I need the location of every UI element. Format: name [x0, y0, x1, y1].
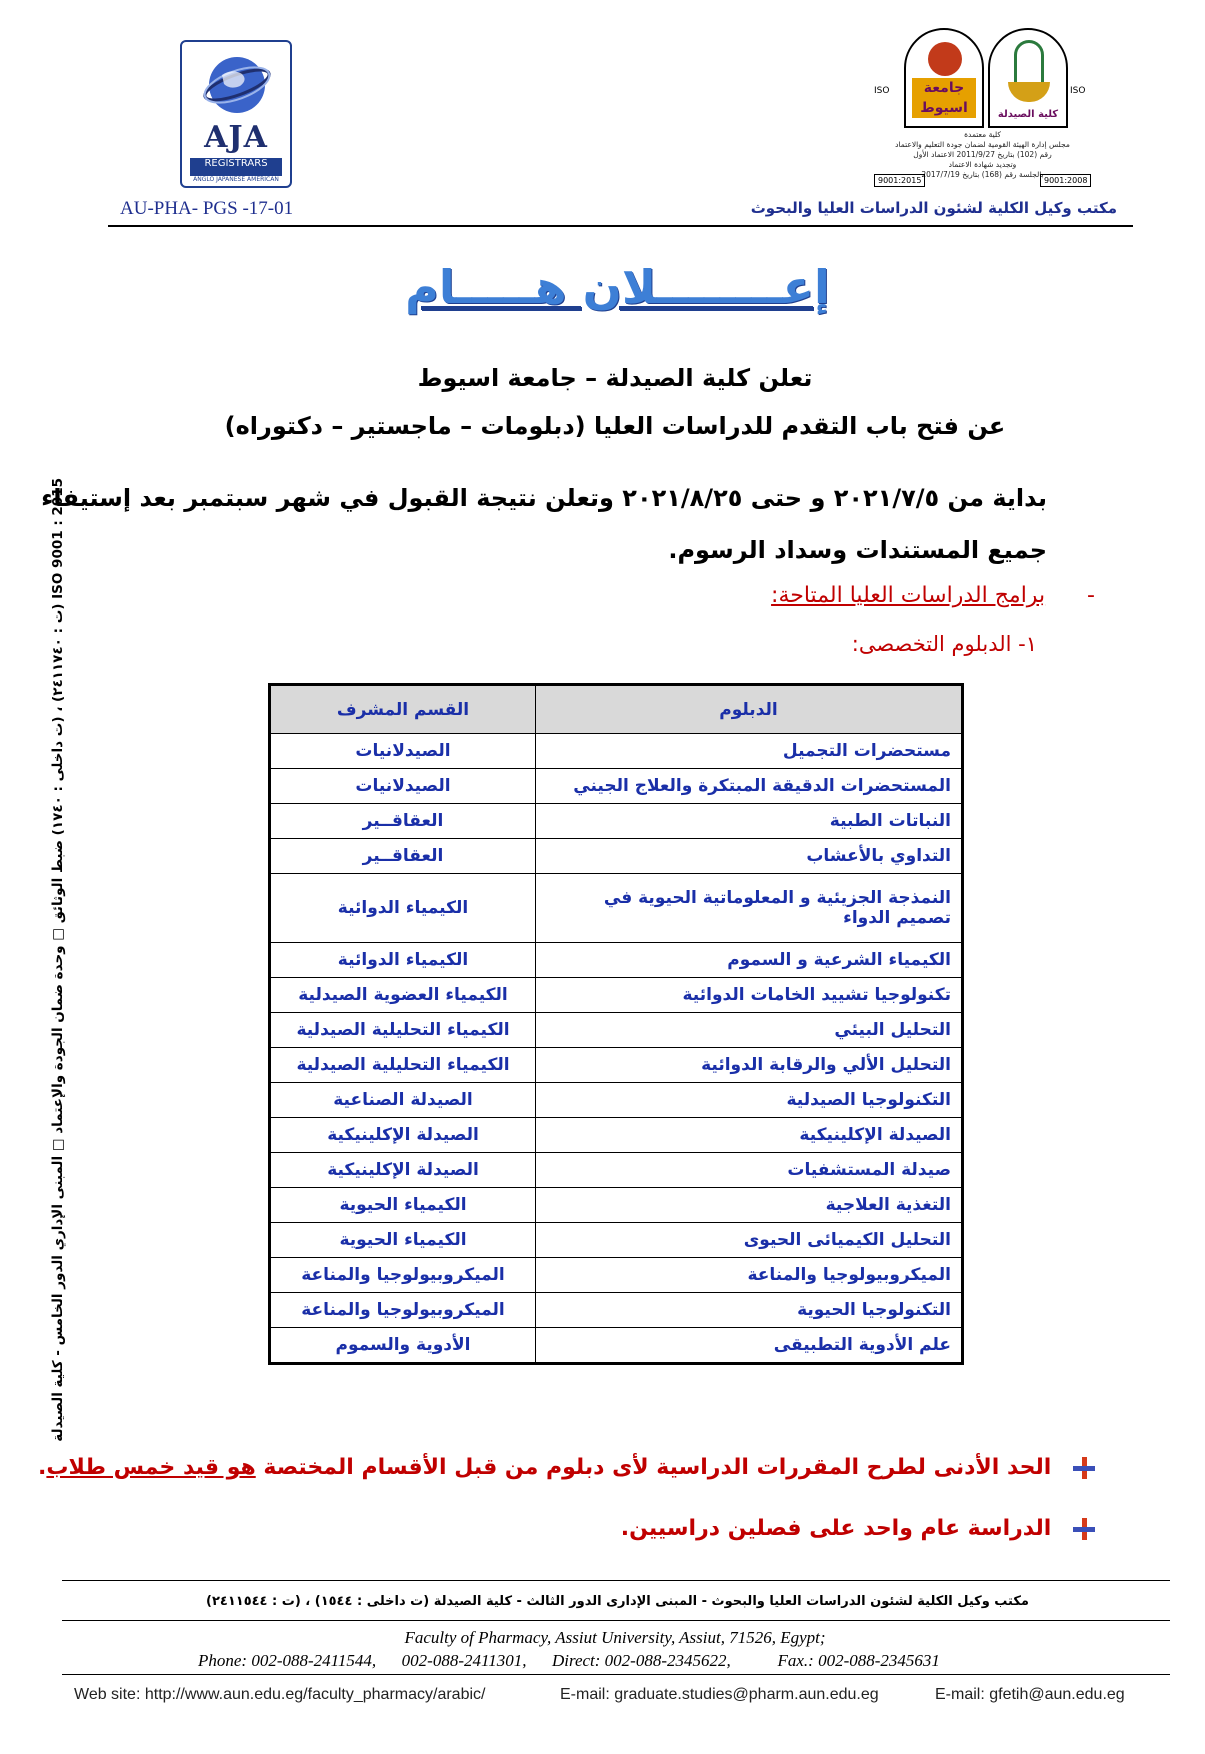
diploma-cell: التحليل الكيميائى الحيوى	[536, 1223, 963, 1258]
announcement-title: إعــــــــلان هـــــام	[405, 260, 830, 314]
table-row	[270, 1153, 963, 1188]
department-cell: الكيمياء الحيوية	[270, 1223, 536, 1258]
table-row	[270, 1048, 963, 1083]
department-cell: الصيدلانيات	[270, 734, 536, 769]
table-row	[270, 1328, 963, 1364]
iso-standard-left: 9001:2015	[874, 174, 925, 187]
dates-paragraph-line-2: جميع المستندات وسداد الرسوم.	[668, 536, 1047, 564]
table-row	[270, 1293, 963, 1328]
iso-label-right: ISO	[1070, 86, 1086, 96]
column-header-department: القسم المشرف	[270, 685, 536, 734]
table-row	[270, 1118, 963, 1153]
programs-heading-dash: -	[1087, 583, 1095, 608]
diplomas-table	[268, 683, 964, 1365]
diploma-cell: التداوي بالأعشاب	[536, 839, 963, 874]
department-cell: العقاقــير	[270, 839, 536, 874]
table-row	[270, 978, 963, 1013]
aja-registrars-logo	[180, 40, 292, 188]
diploma-cell: مستحضرات التجميل	[536, 734, 963, 769]
diploma-cell: صيدلة المستشفيات	[536, 1153, 963, 1188]
department-cell: الكيمياء الدوائية	[270, 943, 536, 978]
department-cell: الأدوية والسموم	[270, 1328, 536, 1364]
dates-paragraph-line-1: بداية من ٢٠٢١/٧/٥ و حتى ٢٠٢١/٨/٢٥ وتعلن نتيجة القبول في شهر سبتمبر بعد إستيفاء	[41, 484, 1047, 512]
table-row	[270, 943, 963, 978]
table-row	[270, 734, 963, 769]
diploma-cell: النمذجة الجزيئية و المعلوماتية الحيوية في تصميم الدواء	[536, 874, 963, 943]
footer-divider	[62, 1580, 1170, 1581]
note-1-text: الحد الأدنى لطرح المقررات الدراسية لأى دبلوم من قبل الأقسام المختصة	[255, 1455, 1052, 1480]
department-cell: العقاقــير	[270, 804, 536, 839]
table-row	[270, 804, 963, 839]
announcement-subtitle-2: عن فتح باب التقدم للدراسات العليا (دبلومات – ماجستير – دكتوراه)	[224, 412, 1006, 440]
plus-bullet-icon	[1073, 1518, 1095, 1540]
table-row	[270, 839, 963, 874]
diploma-heading: ١- الدبلوم التخصصى:	[851, 632, 1037, 656]
note-study-duration	[621, 1516, 1095, 1541]
iso-standard-right: 9001:2008	[1040, 174, 1091, 187]
footer-website[interactable]: Web site: http://www.aun.edu.eg/faculty_pharmacy/arabic/	[74, 1686, 486, 1703]
office-name: مكتب وكيل الكلية لشئون الدراسات العليا والبحوث	[750, 199, 1117, 217]
aja-logo-subtext: ANGLO JAPANESE AMERICAN	[193, 176, 279, 183]
department-cell: الكيمياء العضوية الصيدلية	[270, 978, 536, 1013]
diploma-cell: الصيدلة الإكلينيكية	[536, 1118, 963, 1153]
globe-icon	[202, 50, 272, 120]
table-row	[270, 1083, 963, 1118]
diploma-cell: النباتات الطبية	[536, 804, 963, 839]
announcement-title-wrap	[0, 260, 1205, 314]
footer-email-gfetih[interactable]: E-mail: gfetih@aun.edu.eg	[935, 1686, 1125, 1703]
table-row	[270, 1188, 963, 1223]
table-row	[270, 874, 963, 943]
footer-arabic-address: مكتب وكيل الكلية لشئون الدراسات العليا والبحوث - المبنى الإدارى الدور الثالث - كلية الصيدلة (ت داخلى : ١٥٤٤) ، (ت : ٢٤١١٥٤٤)	[206, 1594, 1029, 1609]
aja-logo-bar: REGISTRARS	[190, 158, 282, 176]
aja-logo-text: AJA	[204, 120, 268, 155]
diploma-cell: التحليل الألي والرقابة الدوائية	[536, 1048, 963, 1083]
assiut-university-emblem	[904, 28, 984, 128]
department-cell: الصيدلة الصناعية	[270, 1083, 536, 1118]
department-cell: الكيمياء الحيوية	[270, 1188, 536, 1223]
note-1-end: .	[38, 1455, 47, 1480]
diploma-cell: التكنولوجيا الصيدلية	[536, 1083, 963, 1118]
accreditation-text: كلية معتمدة مجلس إدارة الهيئة القومية لضمان جودة التعليم والاعتماد رقم (102) بتاريخ 2011/9/27 الاعتماد الأول وتجديد شهادة الاعتماد بالجلسة رقم (168) بتاريخ 2017/7/19	[895, 130, 1070, 179]
note-minimum-students	[38, 1455, 1095, 1480]
department-cell: الصيدلة الإكلينيكية	[270, 1118, 536, 1153]
side-document-control-note: ISO 9001 : 2015 (ت : ٢٤١١٧٤٠) ، (ت داخلى : ١٧٤٠) ضبط الوثائق □ وحدة ضمان الجودة والإعتماد □ المبنى الإداري الدور الخامس - كلية الصيدلة	[50, 478, 66, 1442]
pharmacy-faculty-emblem	[988, 28, 1068, 128]
university-faculty-logo	[870, 28, 1095, 188]
faculty-name: كلية الصيدلة	[997, 109, 1059, 120]
diploma-cell: التحليل البيئي	[536, 1013, 963, 1048]
programs-heading-text: برامج الدراسات العليا المتاحة:	[771, 583, 1046, 608]
footer-email-graduate[interactable]: E-mail: graduate.studies@pharm.aun.edu.eg	[560, 1686, 879, 1703]
department-cell: الكيمياء التحليلية الصيدلية	[270, 1048, 536, 1083]
footer-phones: Phone: 002-088-2411544, 002-088-2411301, Direct: 002-088-2345622, Fax.: 002-088-2345631	[198, 1651, 940, 1670]
diploma-cell: التكنولوجيا الحيوية	[536, 1293, 963, 1328]
department-cell: الكيمياء الدوائية	[270, 874, 536, 943]
diploma-cell: المستحضرات الدقيقة المبتكرة والعلاج الجيني	[536, 769, 963, 804]
diploma-cell: الميكروبيولوجيا والمناعة	[536, 1258, 963, 1293]
department-cell: الميكروبيولوجيا والمناعة	[270, 1258, 536, 1293]
department-cell: الصيدلة الإكلينيكية	[270, 1153, 536, 1188]
department-cell: الصيدلانيات	[270, 769, 536, 804]
table-row	[270, 1223, 963, 1258]
footer-divider	[62, 1620, 1170, 1621]
plus-bullet-icon	[1073, 1457, 1095, 1479]
programs-heading	[771, 583, 1095, 608]
footer-divider	[62, 1674, 1170, 1675]
table-row	[270, 769, 963, 804]
table-row	[270, 1258, 963, 1293]
diploma-cell: الكيمياء الشرعية و السموم	[536, 943, 963, 978]
department-cell: الميكروبيولوجيا والمناعة	[270, 1293, 536, 1328]
department-cell: الكيمياء التحليلية الصيدلية	[270, 1013, 536, 1048]
footer-address: Faculty of Pharmacy, Assiut University, Assiut, 71526, Egypt;	[404, 1628, 826, 1647]
table-row	[270, 1013, 963, 1048]
note-1-underlined: هو قيد خمس طلاب	[46, 1455, 256, 1480]
note-2-text: الدراسة عام واحد على فصلين دراسيين.	[620, 1516, 1052, 1541]
diploma-cell: التغذية العلاجية	[536, 1188, 963, 1223]
university-name: جامعة اسيوط	[912, 78, 976, 118]
document-code: AU-PHA- PGS -17-01	[120, 198, 294, 219]
header-divider	[108, 225, 1133, 227]
table-header-row	[270, 685, 963, 734]
diploma-cell: تكنولوجيا تشييد الخامات الدوائية	[536, 978, 963, 1013]
sun-icon	[928, 42, 962, 76]
column-header-diploma: الدبلوم	[536, 685, 963, 734]
iso-label-left: ISO	[874, 86, 890, 96]
announcement-subtitle-1: تعلن كلية الصيدلة – جامعة اسيوط	[417, 364, 813, 392]
diploma-cell: علم الأدوية التطبيقى	[536, 1328, 963, 1364]
bowl-icon	[1008, 82, 1050, 102]
